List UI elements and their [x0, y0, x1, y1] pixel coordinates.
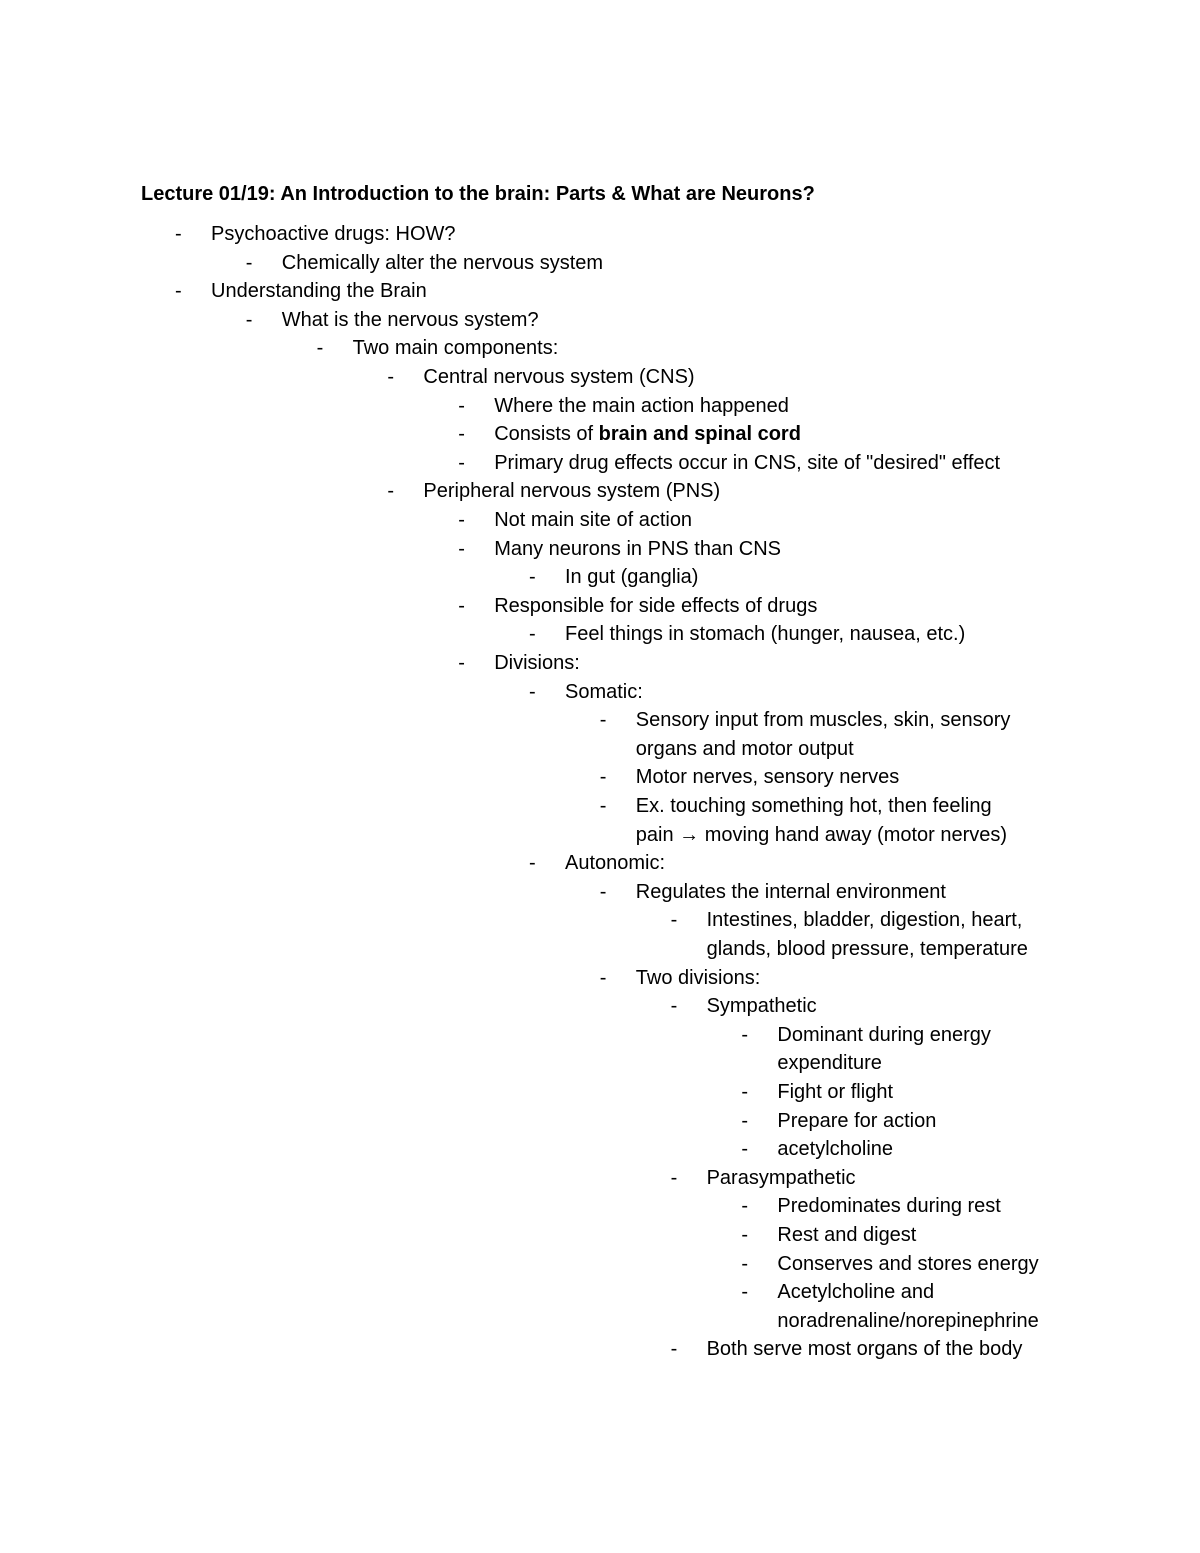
list-item-text: pain → moving hand away (motor nerves) — [635, 823, 1008, 846]
list-item-text: Many neurons in PNS than CNS — [494, 537, 781, 560]
bullet-dash: - — [741, 1195, 749, 1218]
list-item-text: glands, blood pressure, temperature — [706, 938, 1028, 960]
list-item-text: Intestines, bladder, digestion, heart, — [706, 909, 1023, 932]
list-item-text: Somatic: — [565, 680, 643, 703]
list-item-text: Parasympathetic — [706, 1166, 856, 1189]
bullet-dash: - — [599, 880, 607, 903]
list-item-text: Rest and digest — [777, 1224, 917, 1246]
list-item-text: Sympathetic — [706, 995, 817, 1018]
list-item-text: Regulates the internal environment — [635, 880, 946, 903]
list-item-text: Central nervous system (CNS) — [423, 366, 695, 388]
list-item-text: Dominant during energy — [777, 1023, 991, 1046]
list-item-text: Acetylcholine and — [777, 1281, 935, 1304]
list-item-text: Not main site of action — [494, 509, 693, 531]
list-item-text: Predominates during rest — [777, 1195, 1001, 1218]
bullet-dash: - — [387, 366, 395, 388]
list-item-text: Responsible for side effects of drugs — [494, 594, 818, 617]
list-item-prefix: Consists of — [494, 423, 599, 446]
bullet-dash: - — [599, 709, 607, 732]
bullet-dash: - — [670, 995, 678, 1018]
list-item-text — [494, 420, 801, 449]
bullet-dash: - — [458, 394, 465, 417]
bullet-dash: - — [316, 337, 324, 360]
bullet-dash: - — [670, 1338, 678, 1361]
list-item-text: Both serve most organs of the body — [706, 1338, 1023, 1361]
bullet-dash: - — [387, 480, 395, 503]
bullet-dash: - — [458, 509, 465, 531]
list-item-text: Two divisions: — [635, 966, 761, 989]
list-item-text: What is the nervous system? — [281, 308, 539, 331]
bullet-dash: - — [529, 680, 536, 703]
list-item-text: Chemically alter the nervous system — [281, 251, 604, 274]
list-item-text: Prepare for action — [777, 1109, 937, 1132]
list-item-text: acetylcholine — [777, 1138, 894, 1161]
list-item-text: Sensory input from muscles, skin, sensory — [635, 709, 1011, 732]
bullet-dash: - — [599, 766, 607, 789]
bullet-dash: - — [741, 1081, 749, 1103]
bullet-dash: - — [458, 451, 465, 474]
bullet-dash: - — [599, 795, 607, 817]
bullet-dash: - — [741, 1138, 749, 1161]
list-item-text: organs and motor output — [635, 737, 854, 760]
bullet-dash: - — [175, 280, 182, 303]
list-item-text: Motor nerves, sensory nerves — [635, 766, 900, 789]
bullet-dash: - — [458, 423, 465, 446]
bullet-dash: - — [741, 1023, 749, 1046]
list-item-text: Fight or flight — [777, 1081, 893, 1103]
bullet-dash: - — [741, 1224, 749, 1246]
bullet-dash: - — [670, 1166, 678, 1189]
list-item-text: Understanding the Brain — [211, 280, 427, 303]
list-item-text: Autonomic: — [565, 852, 666, 875]
bullet-dash: - — [670, 909, 678, 932]
bullet-dash: - — [458, 594, 465, 617]
bullet-dash: - — [529, 852, 536, 875]
list-item-text: Conserves and stores energy — [777, 1252, 1039, 1275]
bullet-dash: - — [741, 1252, 749, 1275]
list-item-text: Psychoactive drugs: HOW? — [211, 223, 456, 245]
list-item-text: Divisions: — [494, 652, 580, 674]
bullet-dash: - — [529, 566, 536, 589]
list-item-bold: brain and spinal cord — [598, 423, 801, 446]
bullet-dash: - — [175, 223, 182, 245]
list-item-text: Primary drug effects occur in CNS, site of "desired" effect — [494, 451, 1001, 474]
list-item-text: Ex. touching something hot, then feeling — [635, 795, 992, 817]
bullet-dash: - — [741, 1109, 749, 1132]
bullet-dash: - — [245, 308, 253, 331]
bullet-dash: - — [529, 623, 536, 646]
list-item-text: noradrenaline/norepinephrine — [777, 1309, 1039, 1332]
list-item-text: expenditure — [777, 1052, 882, 1075]
bullet-dash: - — [458, 652, 465, 674]
bullet-dash: - — [458, 537, 465, 560]
list-item-text: Peripheral nervous system (PNS) — [423, 480, 721, 503]
bullet-dash: - — [741, 1281, 749, 1304]
list-item-text: In gut (ganglia) — [565, 566, 699, 589]
bullet-dash: - — [245, 251, 253, 274]
list-item-text: Feel things in stomach (hunger, nausea, etc.) — [565, 623, 966, 646]
list-item-text: Where the main action happened — [494, 394, 789, 417]
bullet-dash: - — [599, 966, 607, 989]
list-item-text: Two main components: — [352, 337, 559, 360]
lecture-title: Lecture 01/19: An Introduction to the brain: Parts & What are Neurons? — [141, 183, 815, 205]
